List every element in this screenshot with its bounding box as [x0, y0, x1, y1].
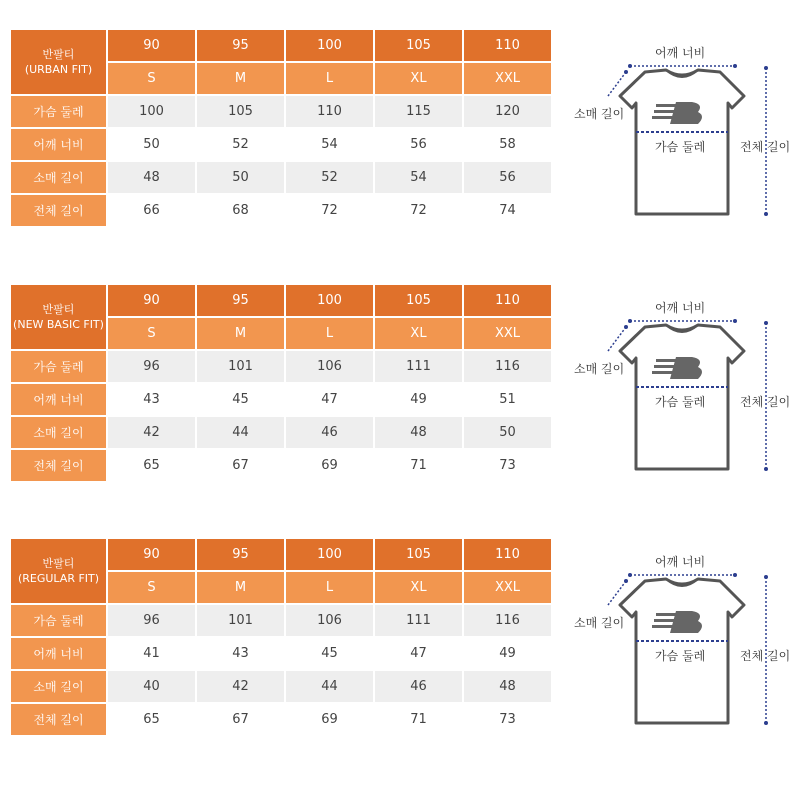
sleeve-measure-end — [624, 579, 628, 583]
measurement-value: 110 — [286, 96, 373, 127]
measurement-value: 116 — [464, 351, 551, 382]
measurement-value: 43 — [197, 638, 284, 669]
measurement-label: 어깨 너비 — [11, 638, 106, 669]
measurement-value: 50 — [464, 417, 551, 448]
total-length-end — [764, 321, 768, 325]
measurement-row — [11, 638, 551, 669]
total-length-end — [764, 212, 768, 216]
measurement-value: 49 — [375, 384, 462, 415]
size-letter: M — [197, 572, 284, 603]
size-number: 95 — [197, 539, 284, 570]
measurement-value: 43 — [108, 384, 195, 415]
measurement-label: 어깨 너비 — [11, 384, 106, 415]
measurement-value: 54 — [286, 129, 373, 160]
total-length-end — [764, 721, 768, 725]
shoulder-measure-end — [733, 573, 737, 577]
size-number: 105 — [375, 539, 462, 570]
measurement-value: 56 — [464, 162, 551, 193]
measurement-row — [11, 450, 551, 481]
measurement-value: 73 — [464, 704, 551, 735]
measurement-value: 41 — [108, 638, 195, 669]
measurement-value: 73 — [464, 450, 551, 481]
size-number: 90 — [108, 285, 195, 316]
measurement-value: 45 — [197, 384, 284, 415]
measurement-label: 가슴 둘레 — [11, 351, 106, 382]
measurement-value: 47 — [375, 638, 462, 669]
size-number: 105 — [375, 30, 462, 61]
measurement-value: 52 — [197, 129, 284, 160]
header-row-numbers — [11, 30, 551, 61]
size-letter: XXL — [464, 318, 551, 349]
size-number: 90 — [108, 539, 195, 570]
measurement-label: 어깨 너비 — [11, 129, 106, 160]
measurement-value: 111 — [375, 351, 462, 382]
measurement-row — [11, 605, 551, 636]
size-letter: S — [108, 63, 195, 94]
size-number: 95 — [197, 285, 284, 316]
product-fit-cell — [11, 539, 106, 603]
measurement-value: 68 — [197, 195, 284, 226]
shoulder-width-label: 어깨 너비 — [655, 46, 706, 60]
total-length-end — [764, 467, 768, 471]
measurement-value: 42 — [197, 671, 284, 702]
measurement-label: 전체 길이 — [11, 450, 106, 481]
measurement-row — [11, 384, 551, 415]
measurement-value: 69 — [286, 450, 373, 481]
product-fit-cell — [11, 30, 106, 94]
size-table — [9, 537, 553, 737]
measurement-value: 115 — [375, 96, 462, 127]
size-number: 100 — [286, 285, 373, 316]
size-letter: XL — [375, 63, 462, 94]
size-letter: XL — [375, 318, 462, 349]
measurement-label: 가슴 둘레 — [11, 96, 106, 127]
fit-name: (NEW BASIC FIT) — [13, 318, 104, 331]
size-number: 110 — [464, 30, 551, 61]
measurement-row — [11, 671, 551, 702]
measurement-value: 50 — [108, 129, 195, 160]
size-letter: L — [286, 63, 373, 94]
measurement-value: 71 — [375, 704, 462, 735]
header-row-numbers — [11, 285, 551, 316]
tshirt-diagram — [570, 283, 800, 488]
size-letter: M — [197, 318, 284, 349]
size-chart-block — [0, 537, 800, 742]
measurement-value: 52 — [286, 162, 373, 193]
measurement-value: 101 — [197, 351, 284, 382]
header-row-numbers — [11, 539, 551, 570]
shoulder-measure-end — [628, 319, 632, 323]
size-table — [9, 283, 553, 483]
measurement-label: 가슴 둘레 — [11, 605, 106, 636]
chest-circumference-label: 가슴 둘레 — [655, 395, 706, 409]
shoulder-width-label: 어깨 너비 — [655, 301, 706, 315]
sleeve-measure-end — [624, 70, 628, 74]
chest-circumference-label: 가슴 둘레 — [655, 649, 706, 663]
total-length-label: 전체 길이 — [740, 395, 791, 409]
tshirt-diagram — [570, 28, 800, 233]
measurement-row — [11, 351, 551, 382]
sleeve-length-label: 소매 길이 — [574, 107, 625, 121]
sleeve-length-label: 소매 길이 — [574, 616, 625, 630]
total-length-label: 전체 길이 — [740, 140, 791, 154]
measurement-value: 116 — [464, 605, 551, 636]
product-name: 반팔티 — [42, 303, 75, 316]
shoulder-measure-end — [733, 319, 737, 323]
size-letter: M — [197, 63, 284, 94]
measurement-value: 54 — [375, 162, 462, 193]
measurement-value: 47 — [286, 384, 373, 415]
measurement-label: 전체 길이 — [11, 195, 106, 226]
sleeve-length-label: 소매 길이 — [574, 362, 625, 376]
measurement-value: 44 — [286, 671, 373, 702]
size-number: 110 — [464, 285, 551, 316]
measurement-label: 소매 길이 — [11, 162, 106, 193]
size-chart-block — [0, 283, 800, 488]
measurement-value: 46 — [375, 671, 462, 702]
measurement-label: 소매 길이 — [11, 417, 106, 448]
measurement-value: 65 — [108, 704, 195, 735]
measurement-label: 소매 길이 — [11, 671, 106, 702]
measurement-value: 106 — [286, 351, 373, 382]
size-chart-block — [0, 28, 800, 233]
measurement-row — [11, 162, 551, 193]
size-number: 90 — [108, 30, 195, 61]
measurement-value: 96 — [108, 605, 195, 636]
measurement-value: 58 — [464, 129, 551, 160]
shoulder-measure-end — [733, 64, 737, 68]
size-letter: L — [286, 572, 373, 603]
measurement-label: 전체 길이 — [11, 704, 106, 735]
size-number: 105 — [375, 285, 462, 316]
fit-name: (REGULAR FIT) — [17, 572, 100, 585]
measurement-value: 66 — [108, 195, 195, 226]
size-table — [9, 28, 553, 228]
total-length-end — [764, 575, 768, 579]
measurement-row — [11, 195, 551, 226]
chest-circumference-label: 가슴 둘레 — [655, 140, 706, 154]
measurement-row — [11, 129, 551, 160]
measurement-value: 106 — [286, 605, 373, 636]
measurement-value: 67 — [197, 704, 284, 735]
measurement-value: 40 — [108, 671, 195, 702]
measurement-value: 46 — [286, 417, 373, 448]
measurement-value: 69 — [286, 704, 373, 735]
size-number: 100 — [286, 30, 373, 61]
measurement-value: 101 — [197, 605, 284, 636]
measurement-value: 72 — [375, 195, 462, 226]
size-letter: XXL — [464, 572, 551, 603]
tshirt-diagram — [570, 537, 800, 742]
total-length-end — [764, 66, 768, 70]
measurement-value: 45 — [286, 638, 373, 669]
size-number: 100 — [286, 539, 373, 570]
measurement-value: 51 — [464, 384, 551, 415]
measurement-value: 71 — [375, 450, 462, 481]
measurement-value: 44 — [197, 417, 284, 448]
measurement-value: 105 — [197, 96, 284, 127]
measurement-value: 48 — [108, 162, 195, 193]
measurement-value: 50 — [197, 162, 284, 193]
shoulder-measure-end — [628, 64, 632, 68]
measurement-value: 48 — [464, 671, 551, 702]
measurement-value: 49 — [464, 638, 551, 669]
measurement-value: 100 — [108, 96, 195, 127]
shoulder-width-label: 어깨 너비 — [655, 555, 706, 569]
size-letter: XXL — [464, 63, 551, 94]
size-number: 110 — [464, 539, 551, 570]
measurement-value: 72 — [286, 195, 373, 226]
measurement-value: 111 — [375, 605, 462, 636]
measurement-value: 56 — [375, 129, 462, 160]
size-letter: S — [108, 572, 195, 603]
measurement-row — [11, 417, 551, 448]
size-number: 95 — [197, 30, 284, 61]
measurement-value: 48 — [375, 417, 462, 448]
measurement-value: 42 — [108, 417, 195, 448]
size-letter: S — [108, 318, 195, 349]
measurement-value: 96 — [108, 351, 195, 382]
product-name: 반팔티 — [42, 48, 75, 61]
product-fit-cell — [11, 285, 106, 349]
measurement-value: 120 — [464, 96, 551, 127]
shoulder-measure-end — [628, 573, 632, 577]
fit-name: (URBAN FIT) — [24, 63, 93, 76]
size-letter: XL — [375, 572, 462, 603]
measurement-row — [11, 704, 551, 735]
total-length-label: 전체 길이 — [740, 649, 791, 663]
measurement-value: 65 — [108, 450, 195, 481]
product-name: 반팔티 — [42, 557, 75, 570]
size-letter: L — [286, 318, 373, 349]
measurement-row — [11, 96, 551, 127]
sleeve-measure-end — [624, 325, 628, 329]
measurement-value: 74 — [464, 195, 551, 226]
measurement-value: 67 — [197, 450, 284, 481]
